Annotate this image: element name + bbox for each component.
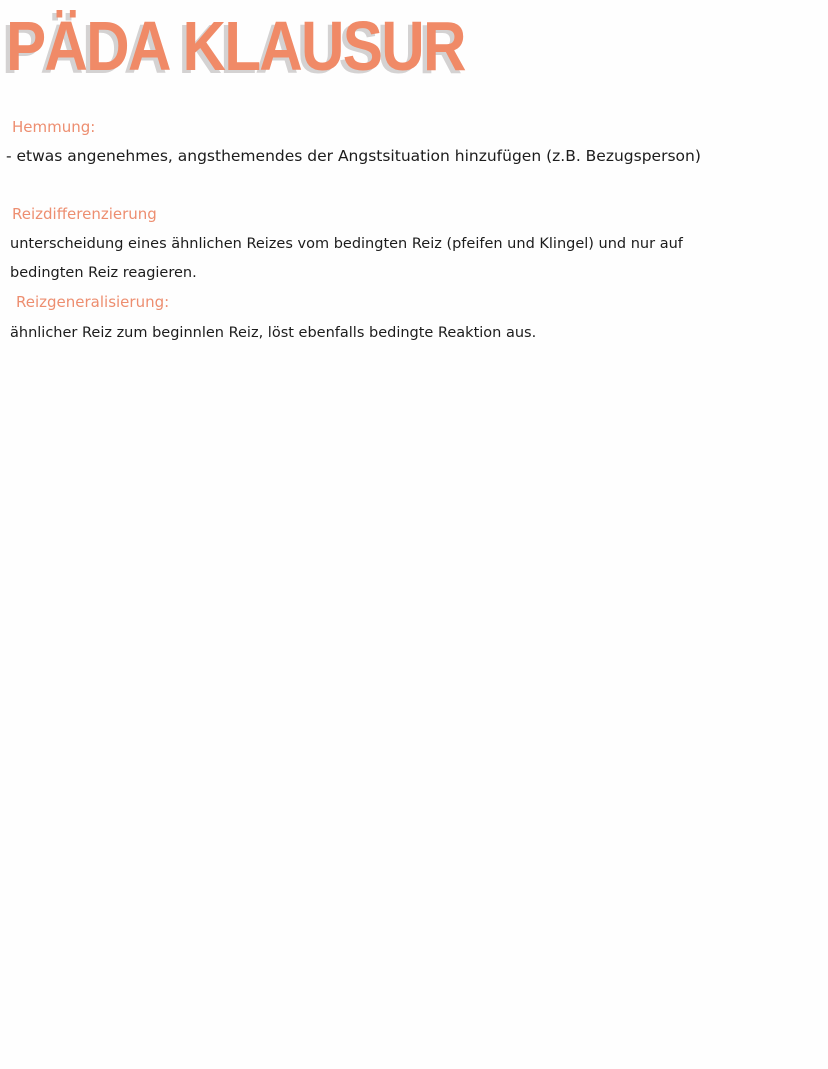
reizgeneralisierung-text: ähnlicher Reiz zum beginnlen Reiz, löst ebenfalls bedingte Reaktion aus. — [10, 325, 537, 341]
heading-hemmung: Hemmung: — [12, 118, 96, 136]
reizdifferenzierung-text-line-1: unterscheidung eines ähnlichen Reizes vom bedingten Reiz (pfeifen und Klingel) und nur auf — [10, 236, 683, 252]
hemmung-text: - etwas angenehmes, angsthemendes der Angstsituation hinzufügen (z.B. Bezugsperson) — [6, 147, 701, 165]
reizdifferenzierung-text-line-2: bedingten Reiz reagieren. — [10, 265, 197, 281]
heading-reizgeneralisierung: Reizgeneralisierung: — [16, 293, 170, 311]
page-title: PÄDA KLAUSUR — [6, 7, 465, 85]
heading-reizdifferenzierung: Reizdifferenzierung — [12, 205, 157, 223]
